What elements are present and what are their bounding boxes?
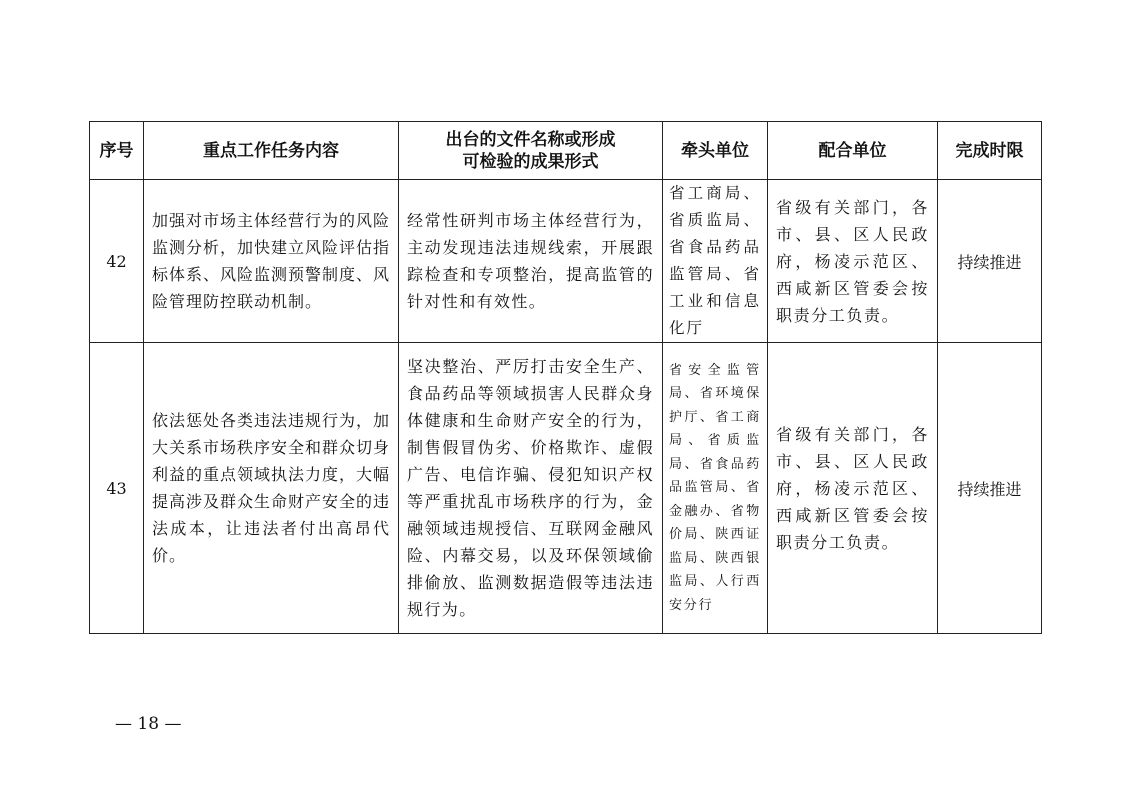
row-task: 依法惩处各类违法违规行为，加大关系市场秩序安全和群众切身利益的重点领域执法力度，大幅提高涉及群众生命财产安全的违法成本，让违法者付出高昂代价。 bbox=[144, 343, 399, 634]
row-seq: 42 bbox=[90, 180, 144, 343]
header-task: 重点工作任务内容 bbox=[144, 122, 399, 180]
row-cooperate: 省级有关部门，各市、县、区人民政府，杨凌示范区、西咸新区管委会按职责分工负责。 bbox=[768, 180, 938, 343]
header-output-line1: 出台的文件名称或形成 bbox=[445, 129, 616, 150]
header-output bbox=[399, 122, 663, 180]
header-deadline: 完成时限 bbox=[938, 122, 1042, 180]
page-number: — 18 — bbox=[115, 714, 182, 734]
row-deadline: 持续推进 bbox=[938, 180, 1042, 343]
row-task: 加强对市场主体经营行为的风险监测分析，加快建立风险评估指标体系、风险监测预警制度、风险管理防控联动机制。 bbox=[144, 180, 399, 343]
header-seq: 序号 bbox=[90, 122, 144, 180]
table-header-row bbox=[90, 122, 1042, 180]
row-deadline: 持续推进 bbox=[938, 343, 1042, 634]
header-lead: 牵头单位 bbox=[663, 122, 768, 180]
row-output: 坚决整治、严厉打击安全生产、食品药品等领域损害人民群众身体健康和生命财产安全的行为，制售假冒伪劣、价格欺诈、虚假广告、电信诈骗、侵犯知识产权等严重扰乱市场秩序的行为，金融领域违规授信、互联网金融风险、内幕交易，以及环保领域偷排偷放、监测数据造假等违法违规行为。 bbox=[399, 343, 663, 634]
header-cooperate: 配合单位 bbox=[768, 122, 938, 180]
row-cooperate: 省级有关部门，各市、县、区人民政府，杨凌示范区、西咸新区管委会按职责分工负责。 bbox=[768, 343, 938, 634]
header-output-line2: 可检验的成果形式 bbox=[462, 151, 599, 172]
table-row bbox=[90, 180, 1042, 343]
row-lead: 省工商局、省质监局、省食品药品监管局、省工业和信息化厅 bbox=[663, 180, 768, 343]
row-seq: 43 bbox=[90, 343, 144, 634]
row-lead: 省安全监管局、省环境保护厅、省工商局、省质监局、省食品药品监管局、省金融办、省物价局、陕西证监局、陕西银监局、人行西安分行 bbox=[663, 343, 768, 634]
table-row bbox=[90, 343, 1042, 634]
row-output: 经常性研判市场主体经营行为，主动发现违法违规线索，开展跟踪检查和专项整治，提高监管的针对性和有效性。 bbox=[399, 180, 663, 343]
task-table bbox=[89, 121, 1042, 634]
